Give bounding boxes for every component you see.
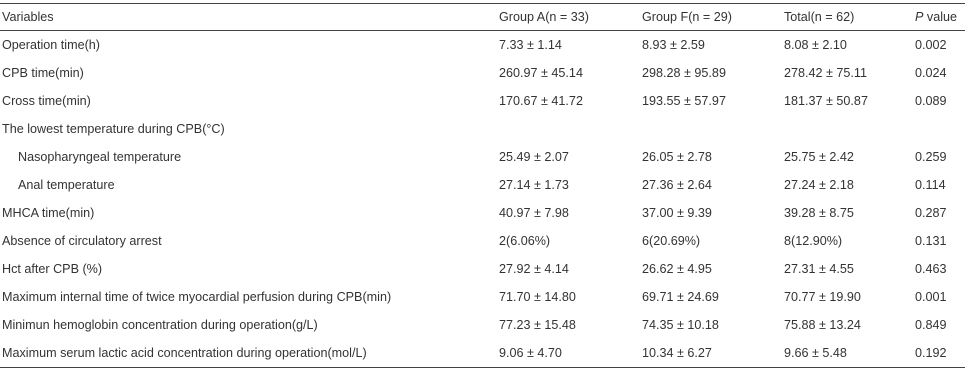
row-label: Maximum internal time of twice myocardial perfusion during CPB(min) (2, 290, 392, 304)
cell-group-f: 6(20.69%) (642, 234, 701, 248)
cell-group-f: 69.71 ± 24.69 (642, 290, 719, 304)
cell-group-a: 71.70 ± 14.80 (499, 290, 576, 304)
cell-total: 27.24 ± 2.18 (784, 178, 854, 192)
cell-p-value: 0.131 (915, 234, 947, 248)
cell-group-a: 77.23 ± 15.48 (499, 318, 576, 332)
table-row (0, 31, 965, 60)
cell-total: 9.66 ± 5.48 (784, 346, 847, 360)
cell-total: 70.77 ± 19.90 (784, 290, 861, 304)
header-group-f: Group F(n = 29) (642, 10, 732, 24)
header-p-rest: value (923, 10, 958, 24)
cell-p-value: 0.001 (915, 290, 947, 304)
row-label: The lowest temperature during CPB(°C) (2, 122, 225, 136)
row-label: Operation time(h) (2, 38, 100, 52)
cell-total: 75.88 ± 13.24 (784, 318, 861, 332)
cell-group-f: 8.93 ± 2.59 (642, 38, 705, 52)
data-table (0, 3, 965, 368)
table-row (0, 255, 965, 283)
table-row (0, 87, 965, 115)
cell-p-value: 0.463 (915, 262, 947, 276)
row-label: Minimun hemoglobin concentration during operation(g/L) (2, 318, 318, 332)
row-label: MHCA time(min) (2, 206, 95, 220)
cell-group-a: 260.97 ± 45.14 (499, 66, 583, 80)
cell-p-value: 0.259 (915, 150, 947, 164)
row-label: Maximum serum lactic acid concentration during operation(mol/L) (2, 346, 367, 360)
row-label: Cross time(min) (2, 94, 91, 108)
table-row (0, 339, 965, 368)
table-row (0, 283, 965, 311)
cell-p-value: 0.849 (915, 318, 947, 332)
cell-group-f: 298.28 ± 95.89 (642, 66, 726, 80)
cell-total: 278.42 ± 75.11 (784, 66, 868, 80)
header-total: Total(n = 62) (784, 10, 855, 24)
cell-group-f: 26.05 ± 2.78 (642, 150, 712, 164)
cell-total: 39.28 ± 8.75 (784, 206, 854, 220)
cell-p-value: 0.002 (915, 38, 947, 52)
cell-group-a: 27.14 ± 1.73 (499, 178, 569, 192)
cell-p-value: 0.287 (915, 206, 947, 220)
table-header-row (0, 4, 965, 31)
cell-group-a: 25.49 ± 2.07 (499, 150, 569, 164)
cell-p-value: 0.114 (915, 178, 946, 192)
cell-total: 27.31 ± 4.55 (784, 262, 854, 276)
table-row (0, 227, 965, 255)
row-label-indented: Nasopharyngeal temperature (18, 150, 182, 164)
table-row (0, 143, 965, 171)
cell-total: 181.37 ± 50.87 (784, 94, 868, 108)
cell-group-f: 37.00 ± 9.39 (642, 206, 712, 220)
cell-total: 8.08 ± 2.10 (784, 38, 847, 52)
cell-p-value (913, 115, 965, 143)
header-p-value (913, 4, 965, 31)
cell-group-f: 26.62 ± 4.95 (642, 262, 712, 276)
cell-group-f (640, 115, 782, 143)
cell-group-a: 2(6.06%) (499, 234, 551, 248)
row-label: CPB time(min) (2, 66, 84, 80)
cell-total: 8(12.90%) (784, 234, 843, 248)
table-row-section (0, 115, 965, 143)
cell-group-f: 193.55 ± 57.97 (642, 94, 726, 108)
table-row (0, 199, 965, 227)
cell-group-a: 40.97 ± 7.98 (499, 206, 569, 220)
cell-group-f: 10.34 ± 6.27 (642, 346, 712, 360)
cell-group-a: 170.67 ± 41.72 (499, 94, 583, 108)
cell-group-a (497, 115, 640, 143)
header-variables: Variables (2, 10, 54, 24)
table-row (0, 59, 965, 87)
header-p-italic: P (915, 10, 924, 24)
cell-group-a: 7.33 ± 1.14 (499, 38, 562, 52)
cell-p-value: 0.192 (915, 346, 947, 360)
cell-group-a: 27.92 ± 4.14 (499, 262, 569, 276)
cell-p-value: 0.024 (915, 66, 947, 80)
cell-total: 25.75 ± 2.42 (784, 150, 854, 164)
cell-group-f: 74.35 ± 10.18 (642, 318, 719, 332)
row-label: Hct after CPB (%) (2, 262, 103, 276)
row-label-indented: Anal temperature (18, 178, 115, 192)
cell-group-a: 9.06 ± 4.70 (499, 346, 562, 360)
header-group-a: Group A(n = 33) (499, 10, 589, 24)
cell-group-f: 27.36 ± 2.64 (642, 178, 712, 192)
row-label: Absence of circulatory arrest (2, 234, 162, 248)
table-row (0, 311, 965, 339)
cell-total (782, 115, 913, 143)
cell-p-value: 0.089 (915, 94, 947, 108)
table-row (0, 171, 965, 199)
